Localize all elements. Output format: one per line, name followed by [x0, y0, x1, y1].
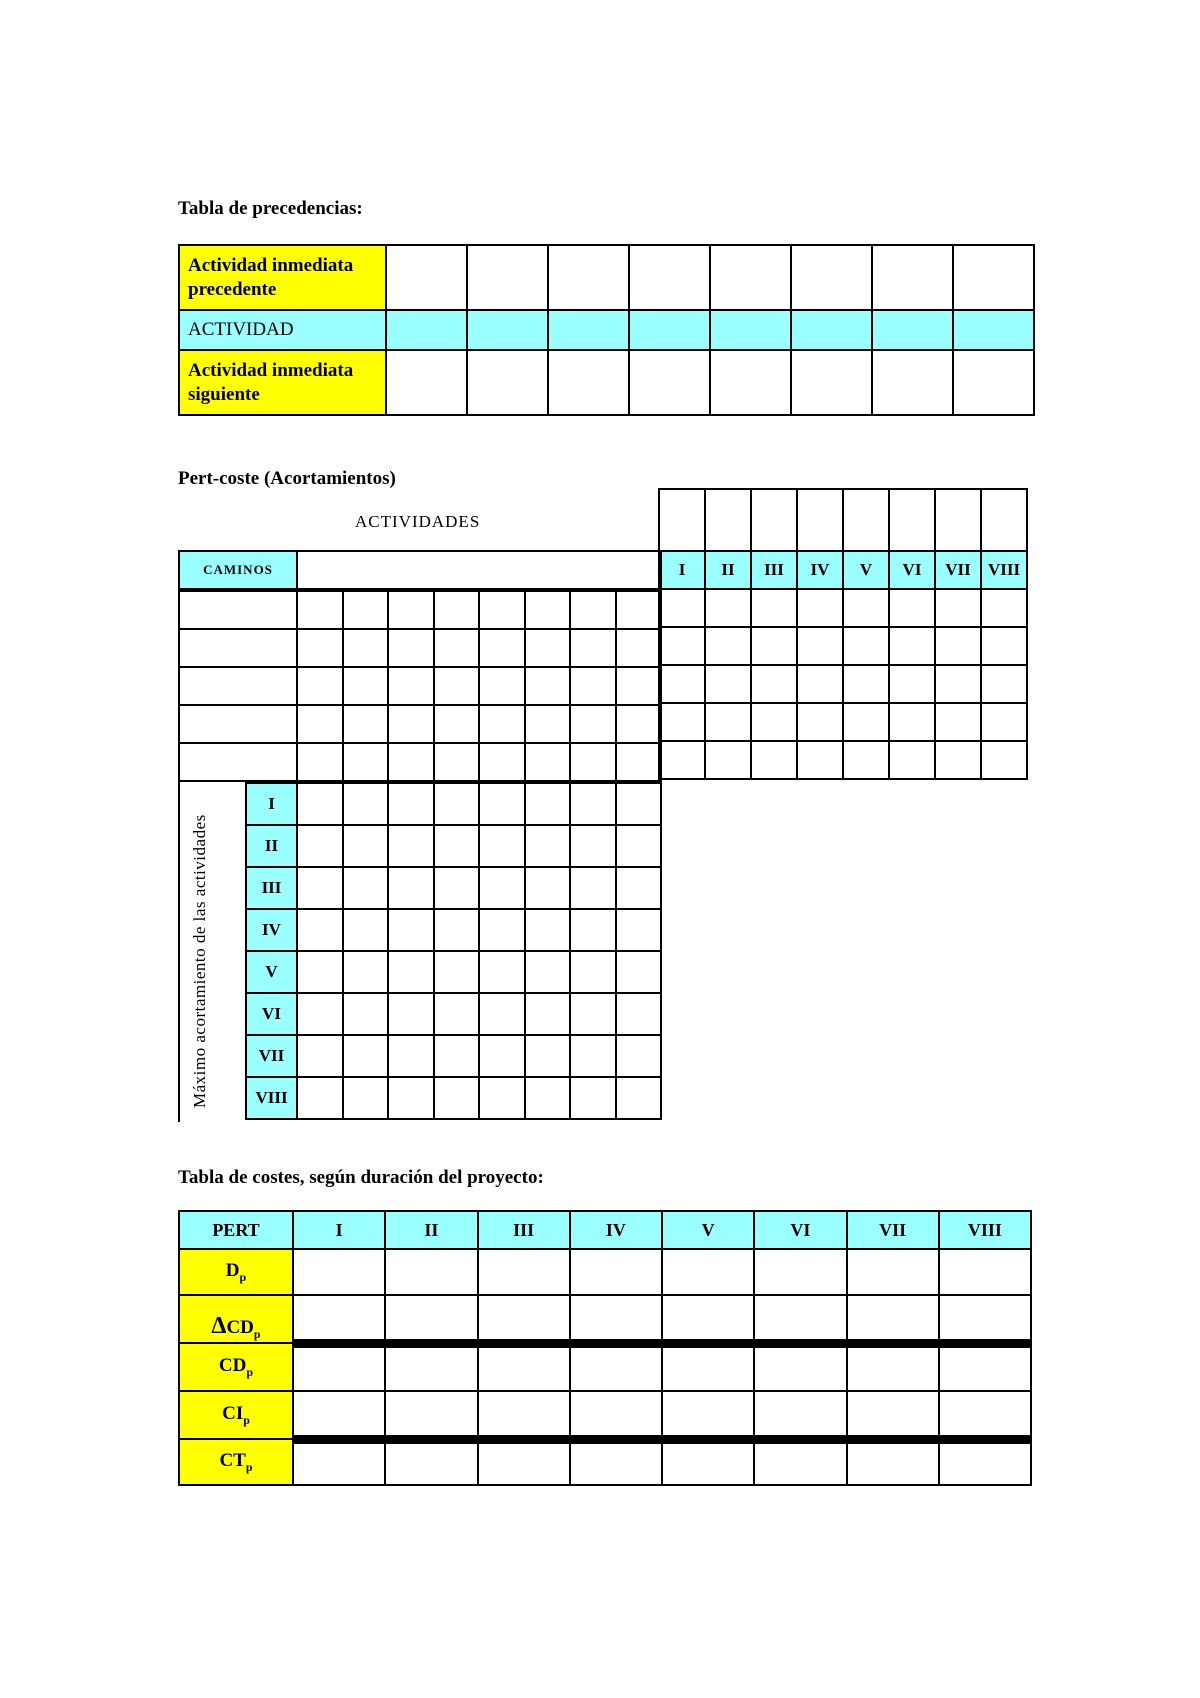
precedence-label-activity: ACTIVIDAD	[179, 310, 386, 350]
pert-right-grid	[658, 488, 1028, 780]
max-row-I: I	[246, 783, 297, 825]
costs-col-III: III	[478, 1211, 570, 1249]
pert-col-VII: VII	[935, 551, 981, 589]
costs-header	[179, 1211, 1031, 1249]
pert-col-VIII: VIII	[981, 551, 1027, 589]
costs-col-IV: IV	[570, 1211, 662, 1249]
vertical-label-border	[178, 782, 180, 1122]
max-row-II: II	[246, 825, 297, 867]
max-row-IV: IV	[246, 909, 297, 951]
max-row-VI: VI	[246, 993, 297, 1035]
costs-row-dp	[179, 1249, 1031, 1295]
costs-col-VII: VII	[847, 1211, 939, 1249]
pert-col-I: I	[659, 551, 705, 589]
costs-label-cip: $CI_p$	[179, 1391, 293, 1439]
pert-roman-header	[659, 551, 1027, 589]
pert-title: Pert-coste (Acortamientos)	[178, 468, 396, 489]
caminos-label: CAMINOS	[179, 551, 297, 589]
max-row-III: III	[246, 867, 297, 909]
costs-row-delta-cdp	[179, 1295, 1031, 1343]
max-row-VIII: VIII	[246, 1077, 297, 1119]
precedence-table	[178, 244, 1035, 416]
vertical-label: Máximo acortamiento de las actividades	[190, 814, 209, 1108]
caminos-grid	[178, 590, 662, 782]
pert-col-VI: VI	[889, 551, 935, 589]
precedence-row-activity	[179, 310, 1034, 350]
pert-col-IV: IV	[797, 551, 843, 589]
delta-icon: Δ	[211, 1313, 227, 1340]
costs-col-VI: VI	[754, 1211, 846, 1249]
max-row-V: V	[246, 951, 297, 993]
precedence-label-prev: Actividad inmediata precedente	[179, 245, 386, 310]
costs-label-cdp: $CD_p$	[179, 1343, 293, 1391]
costs-col-I: I	[293, 1211, 385, 1249]
costs-col-V: V	[662, 1211, 754, 1249]
actividades-label: ACTIVIDADES	[355, 512, 481, 531]
pert-col-V: V	[843, 551, 889, 589]
precedence-label-next: Actividad inmediata siguiente	[179, 350, 386, 415]
pert-col-III: III	[751, 551, 797, 589]
pert-col-II: II	[705, 551, 751, 589]
costs-label-ctp: $CT_p$	[179, 1439, 293, 1485]
costs-col-pert: PERT	[179, 1211, 293, 1249]
costs-row-cip	[179, 1391, 1031, 1439]
costs-row-cdp	[179, 1343, 1031, 1391]
max-row-VII: VII	[246, 1035, 297, 1077]
costs-row-ctp	[179, 1439, 1031, 1485]
costs-col-II: II	[385, 1211, 477, 1249]
costs-table	[178, 1210, 1032, 1486]
costs-label-delta-cdp: $\Delta CD_p$	[179, 1295, 293, 1343]
costs-label-dp: $D_p$	[179, 1249, 293, 1295]
precedence-row-next	[179, 350, 1034, 415]
costs-col-VIII: VIII	[939, 1211, 1031, 1249]
costs-title: Tabla de costes, según duración del proyecto:	[178, 1167, 544, 1188]
caminos-header	[178, 550, 662, 590]
precedence-title: Tabla de precedencias:	[178, 198, 363, 219]
precedence-row-prev	[179, 245, 1034, 310]
max-shortening-grid	[245, 782, 662, 1120]
